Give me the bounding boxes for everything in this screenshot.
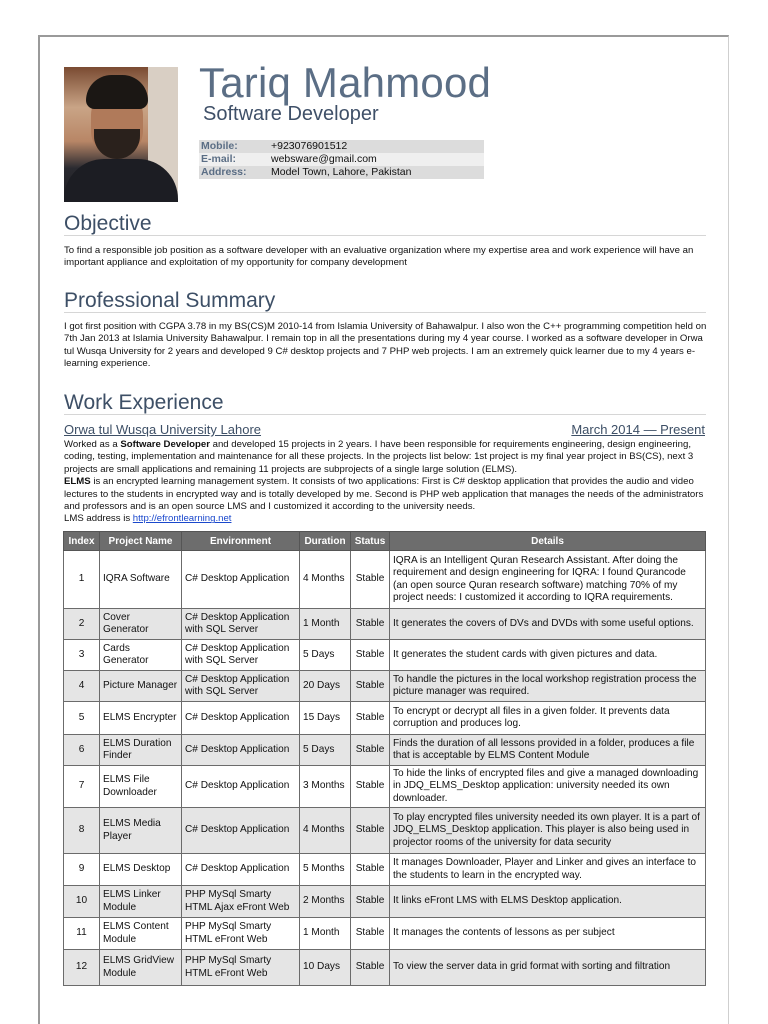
project-environment: C# Desktop Application [182, 551, 300, 609]
contact-label: E-mail: [199, 153, 269, 166]
project-name: Picture Manager [100, 671, 182, 702]
table-row [64, 886, 706, 918]
project-environment: C# Desktop Application [182, 735, 300, 766]
project-environment: PHP MySql Smarty HTML eFront Web [182, 950, 300, 986]
photo-beard [94, 129, 140, 159]
project-status: Stable [351, 609, 390, 640]
elms-bold: ELMS [64, 476, 91, 488]
elms-desc-text: is an encrypted learning management system. It consists of two applications: First is C# desktop application that provides the audio and video lectures to the students in encrypted way and is totally developed by me. Second is PHP web application that manages the needs of the administrators and professors and is an open source LMS and I customized it according to the university needs. [64, 476, 704, 513]
project-index: 7 [64, 766, 100, 808]
project-environment: PHP MySql Smarty HTML eFront Web [182, 918, 300, 950]
employment-period: March 2014 — Present [571, 422, 705, 437]
project-details: It generates the covers of DVs and DVDs with some useful options. [390, 609, 706, 640]
candidate-role: Software Developer [203, 103, 379, 125]
objective-text: To find a responsible job position as a software developer with an evaluative organization where my expertise area and work experience will have an important appliance and exploitation of my opportunity for company development [64, 245, 694, 269]
projects-body [64, 551, 706, 986]
project-name: ELMS GridView Module [100, 950, 182, 986]
project-environment: C# Desktop Application [182, 854, 300, 886]
contact-label: Mobile: [199, 140, 269, 153]
project-status: Stable [351, 886, 390, 918]
project-details: It generates the student cards with given pictures and data. [390, 640, 706, 671]
project-name: IQRA Software [100, 551, 182, 609]
project-environment: C# Desktop Application [182, 702, 300, 735]
table-row [64, 950, 706, 986]
table-row [64, 702, 706, 735]
employer-name: Orwa tul Wusqa University Lahore [64, 422, 262, 437]
column-header: Details [390, 532, 706, 551]
photo-shoulders [64, 159, 178, 202]
work-desc-bold: Software Developer [120, 439, 210, 450]
project-status: Stable [351, 808, 390, 854]
table-row [64, 735, 706, 766]
project-duration: 5 Days [300, 735, 351, 766]
project-name: Cover Generator [100, 609, 182, 640]
project-environment: C# Desktop Application [182, 808, 300, 854]
project-environment: PHP MySql Smarty HTML Ajax eFront Web [182, 886, 300, 918]
contact-value[interactable]: +923076901512 [269, 140, 484, 153]
project-duration: 5 Days [300, 640, 351, 671]
work-desc-text: and developed 15 projects in 2 years. I have been responsible for requirements engineering, design engineering, coding, testing, implementation and maintenance for all these projects. In the projects list below: 1st project is my final year project in BS(CS), next 3 projects are small applications and remaining 11 projects are subprojects of a single large solution (ELMS). [64, 439, 694, 475]
project-details: To encrypt or decrypt all files in a given folder. It prevents data corruption and produces log. [390, 702, 706, 735]
table-row [64, 640, 706, 671]
contact-row-mobile [199, 140, 484, 153]
project-duration: 20 Days [300, 671, 351, 702]
project-environment: C# Desktop Application with SQL Server [182, 640, 300, 671]
column-header: Index [64, 532, 100, 551]
table-row [64, 808, 706, 854]
contact-value[interactable]: websware@gmail.com [269, 153, 484, 166]
project-status: Stable [351, 702, 390, 735]
project-status: Stable [351, 950, 390, 986]
work-heading: Work Experience [64, 391, 224, 414]
table-row [64, 854, 706, 886]
project-details: IQRA is an Intelligent Quran Research Assistant. After doing the requirement and design engineering for IQRA: I found Qurancode (an open source Quran research software) matching 70% of my project needs: I customized it according to IQRA requirements. [390, 551, 706, 609]
lms-label: LMS address is [64, 513, 133, 525]
projects-header-row [64, 532, 706, 551]
table-row [64, 766, 706, 808]
project-duration: 4 Months [300, 808, 351, 854]
lms-link[interactable]: http://efrontlearning.net [132, 513, 232, 525]
project-details: Finds the duration of all lessons provided in a folder, produces a file that is acceptable by ELMS Content Module [390, 735, 706, 766]
project-environment: C# Desktop Application with SQL Server [182, 609, 300, 640]
project-details: To view the server data in grid format with sorting and filtration [390, 950, 706, 986]
project-index: 3 [64, 640, 100, 671]
project-details: To handle the pictures in the local workshop registration process the picture manager was required. [390, 671, 706, 702]
table-row [64, 918, 706, 950]
project-details: To play encrypted files university needed its own player. It is a part of JDQ_ELMS_Desktop application. This player is also being used in projector rooms of the university for data security [390, 808, 706, 854]
projects-table [63, 531, 706, 986]
project-index: 12 [64, 950, 100, 986]
table-row [64, 551, 706, 609]
project-status: Stable [351, 671, 390, 702]
contact-table [199, 140, 484, 179]
project-environment: C# Desktop Application with SQL Server [182, 671, 300, 702]
project-details: It links eFront LMS with ELMS Desktop application. [390, 886, 706, 918]
work-divider [64, 414, 706, 415]
project-index: 6 [64, 735, 100, 766]
project-details: It manages the contents of lessons as per subject [390, 918, 706, 950]
project-name: ELMS Content Module [100, 918, 182, 950]
project-index: 4 [64, 671, 100, 702]
work-description [64, 439, 708, 526]
column-header: Environment [182, 532, 300, 551]
project-name: ELMS Desktop [100, 854, 182, 886]
summary-divider [64, 312, 706, 313]
project-duration: 15 Days [300, 702, 351, 735]
contact-label: Address: [199, 166, 269, 179]
column-header: Status [351, 532, 390, 551]
project-duration: 2 Months [300, 886, 351, 918]
project-duration: 1 Month [300, 918, 351, 950]
project-duration: 3 Months [300, 766, 351, 808]
project-environment: C# Desktop Application [182, 766, 300, 808]
project-duration: 1 Month [300, 609, 351, 640]
column-header: Project Name [100, 532, 182, 551]
column-header: Duration [300, 532, 351, 551]
objective-divider [64, 235, 706, 236]
table-row [64, 609, 706, 640]
objective-heading: Objective [64, 212, 152, 235]
project-duration: 5 Months [300, 854, 351, 886]
project-name: ELMS Encrypter [100, 702, 182, 735]
project-name: ELMS Duration Finder [100, 735, 182, 766]
project-details: To hide the links of encrypted files and give a managed downloading in JDQ_ELMS_Desktop application: university needed its own downloader. [390, 766, 706, 808]
profile-photo [64, 67, 178, 202]
contact-value: Model Town, Lahore, Pakistan [269, 166, 484, 179]
project-details: It manages Downloader, Player and Linker and gives an interface to the students to learn in the encrypted way. [390, 854, 706, 886]
project-status: Stable [351, 854, 390, 886]
project-index: 9 [64, 854, 100, 886]
project-name: ELMS Media Player [100, 808, 182, 854]
summary-heading: Professional Summary [64, 289, 276, 312]
project-index: 2 [64, 609, 100, 640]
work-desc-text: Worked as a [64, 439, 121, 450]
project-status: Stable [351, 551, 390, 609]
project-name: ELMS File Downloader [100, 766, 182, 808]
summary-text: I got first position with CGPA 3.78 in my BS(CS)M 2010-14 from Islamia University of Bahawalpur. I also won the C++ programming competition held on 7th Jan 2013 at Islamia University Bahawalpur. I remain top in all the presentations during my 4 year course. I worked as a software developer in Orwa tul Wusqa University for 2 years and developed 9 C# desktop projects and 7 PHP web projects. I am an extremely quick learner due to my 4 years e-learning experience. [64, 321, 707, 370]
project-duration: 10 Days [300, 950, 351, 986]
project-status: Stable [351, 735, 390, 766]
project-status: Stable [351, 640, 390, 671]
project-index: 5 [64, 702, 100, 735]
contact-row-address [199, 166, 484, 179]
project-index: 1 [64, 551, 100, 609]
project-name: ELMS Linker Module [100, 886, 182, 918]
project-index: 11 [64, 918, 100, 950]
project-status: Stable [351, 766, 390, 808]
project-status: Stable [351, 918, 390, 950]
contact-row-email [199, 153, 484, 166]
candidate-name: Tariq Mahmood [199, 59, 492, 106]
project-name: Cards Generator [100, 640, 182, 671]
project-index: 8 [64, 808, 100, 854]
table-row [64, 671, 706, 702]
project-index: 10 [64, 886, 100, 918]
project-duration: 4 Months [300, 551, 351, 609]
photo-hair [86, 75, 148, 109]
